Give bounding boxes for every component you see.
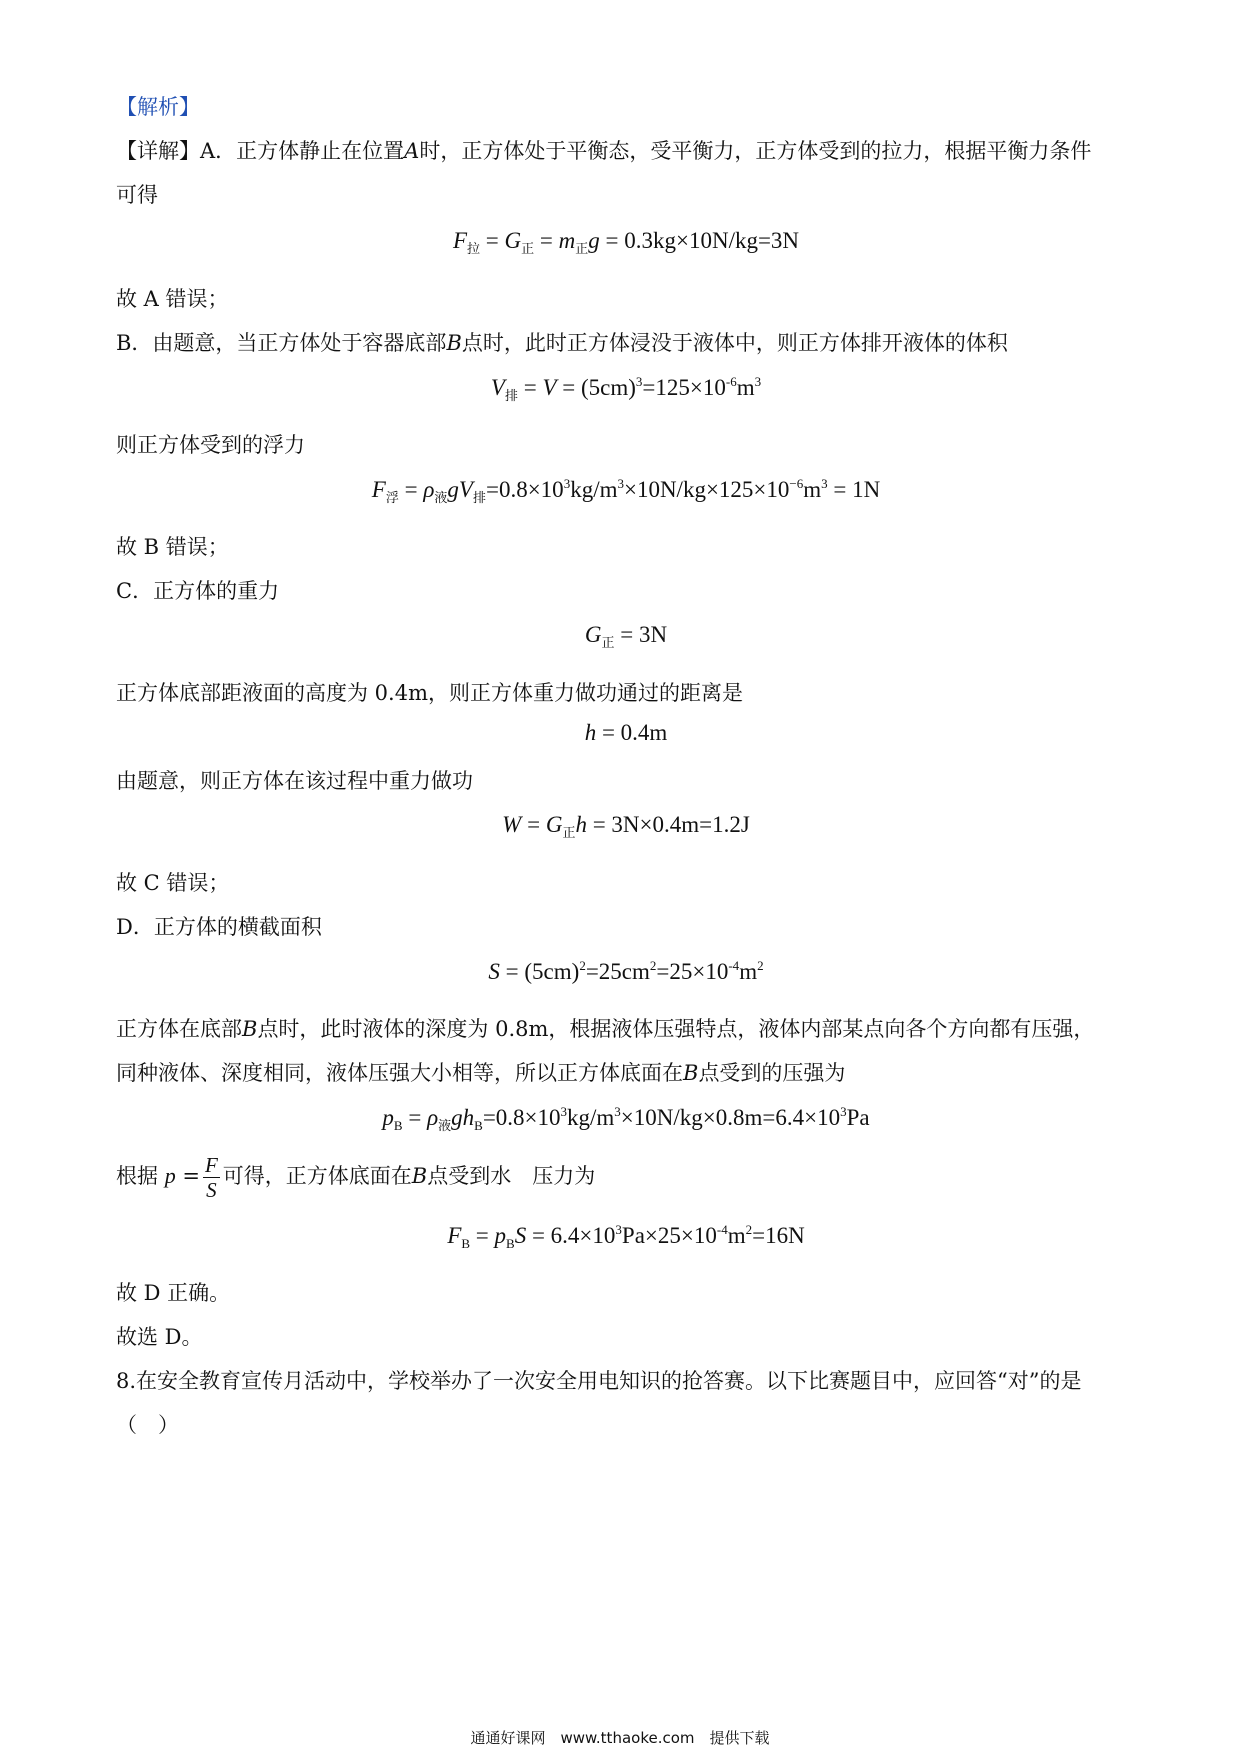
equation-8: $p_B = \rho_液gh_B=0.8\times 10^3kg/m^3\times 10N/kg\times 0.8m=6.4\times 10^3Pa$ (382, 1104, 870, 1133)
question-8-text: 8.在安全教育宣传月活动中，学校举办了一次安全用电知识的抢答赛。以下比赛题目中，应回答“对”的是 (116, 1369, 1082, 1393)
detail-c-line1: C．正方体的重力 (116, 579, 280, 603)
detail-c-line3: 由题意，则正方体在该过程中重力做功 (116, 769, 473, 793)
equation-1: $F_拉 = G_正 = m_正g = 0.3kg\times 10N/kg=3N$ (452, 228, 800, 256)
final-answer: 故选 D。 (116, 1325, 203, 1349)
detail-c-line2: 正方体底部距液面的高度为 0.4m，则正方体重力做功通过的距离是 (116, 681, 743, 705)
detail-a-line1: 【详解】A．正方体静止在位置A时，正方体处于平衡态，受平衡力，正方体受到的拉力，根据平衡力条件 (116, 139, 1092, 163)
equation-5: h = 0.4m (584, 720, 668, 745)
detail-d-line4: 根据 p = $\frac{F}{S}$ 可得，正方体底面在B点受到水 压力为 (116, 1153, 596, 1202)
conclusion-a: 故 A 错误； (116, 287, 229, 311)
detail-a-line2: 可得 (116, 183, 158, 207)
equation-7: $S = (5cm)^2=25cm^2=25\times 10^{-4}m^2$ (488, 958, 764, 984)
question-8-paren: （ ） (116, 1413, 179, 1437)
detail-b-line2: 则正方体受到的浮力 (116, 433, 305, 457)
equation-4: $G_正 = 3N$ (584, 622, 668, 650)
section-label: 【解析】 (116, 95, 200, 119)
equation-9: $F_B = p_BS = 6.4\times 10^3Pa\times 25\times 10^{-4}m^2=16N$ (447, 1222, 805, 1251)
detail-d-line3: 同种液体、深度相同，液体压强大小相等，所以正方体底面在B点受到的压强为 (116, 1061, 846, 1085)
conclusion-c: 故 C 错误； (116, 871, 230, 895)
detail-d-line2: 正方体在底部B点时，此时液体的深度为 0.8m，根据液体压强特点，液体内部某点向各个方向都有压强， (116, 1017, 1095, 1041)
equation-3: $F_浮 = \rho_液gV_排=0.8\times 10^3kg/m^3\times 10N/kg\times 125\times 10^{-6}m^3 = 1N$ (371, 476, 881, 505)
page-footer: 通通好课网 www.tthaoke.com 提供下载 (470, 1729, 770, 1747)
detail-d-line1: D．正方体的横截面积 (116, 915, 322, 939)
conclusion-b: 故 B 错误； (116, 535, 229, 559)
pressure-fraction: $\frac{F}{S}$ (204, 1153, 218, 1202)
equation-6: $W = G_正h = 3N\times 0.4m=1.2J$ (502, 812, 750, 840)
detail-b-line1: B．由题意，当正方体处于容器底部B点时，此时正方体浸没于液体中，则正方体排开液体的体积 (116, 331, 1008, 355)
conclusion-d: 故 D 正确。 (116, 1281, 231, 1305)
equation-2: $V_排 = V = (5cm)^3=125\times 10^{-6}m^3$ (490, 374, 762, 403)
